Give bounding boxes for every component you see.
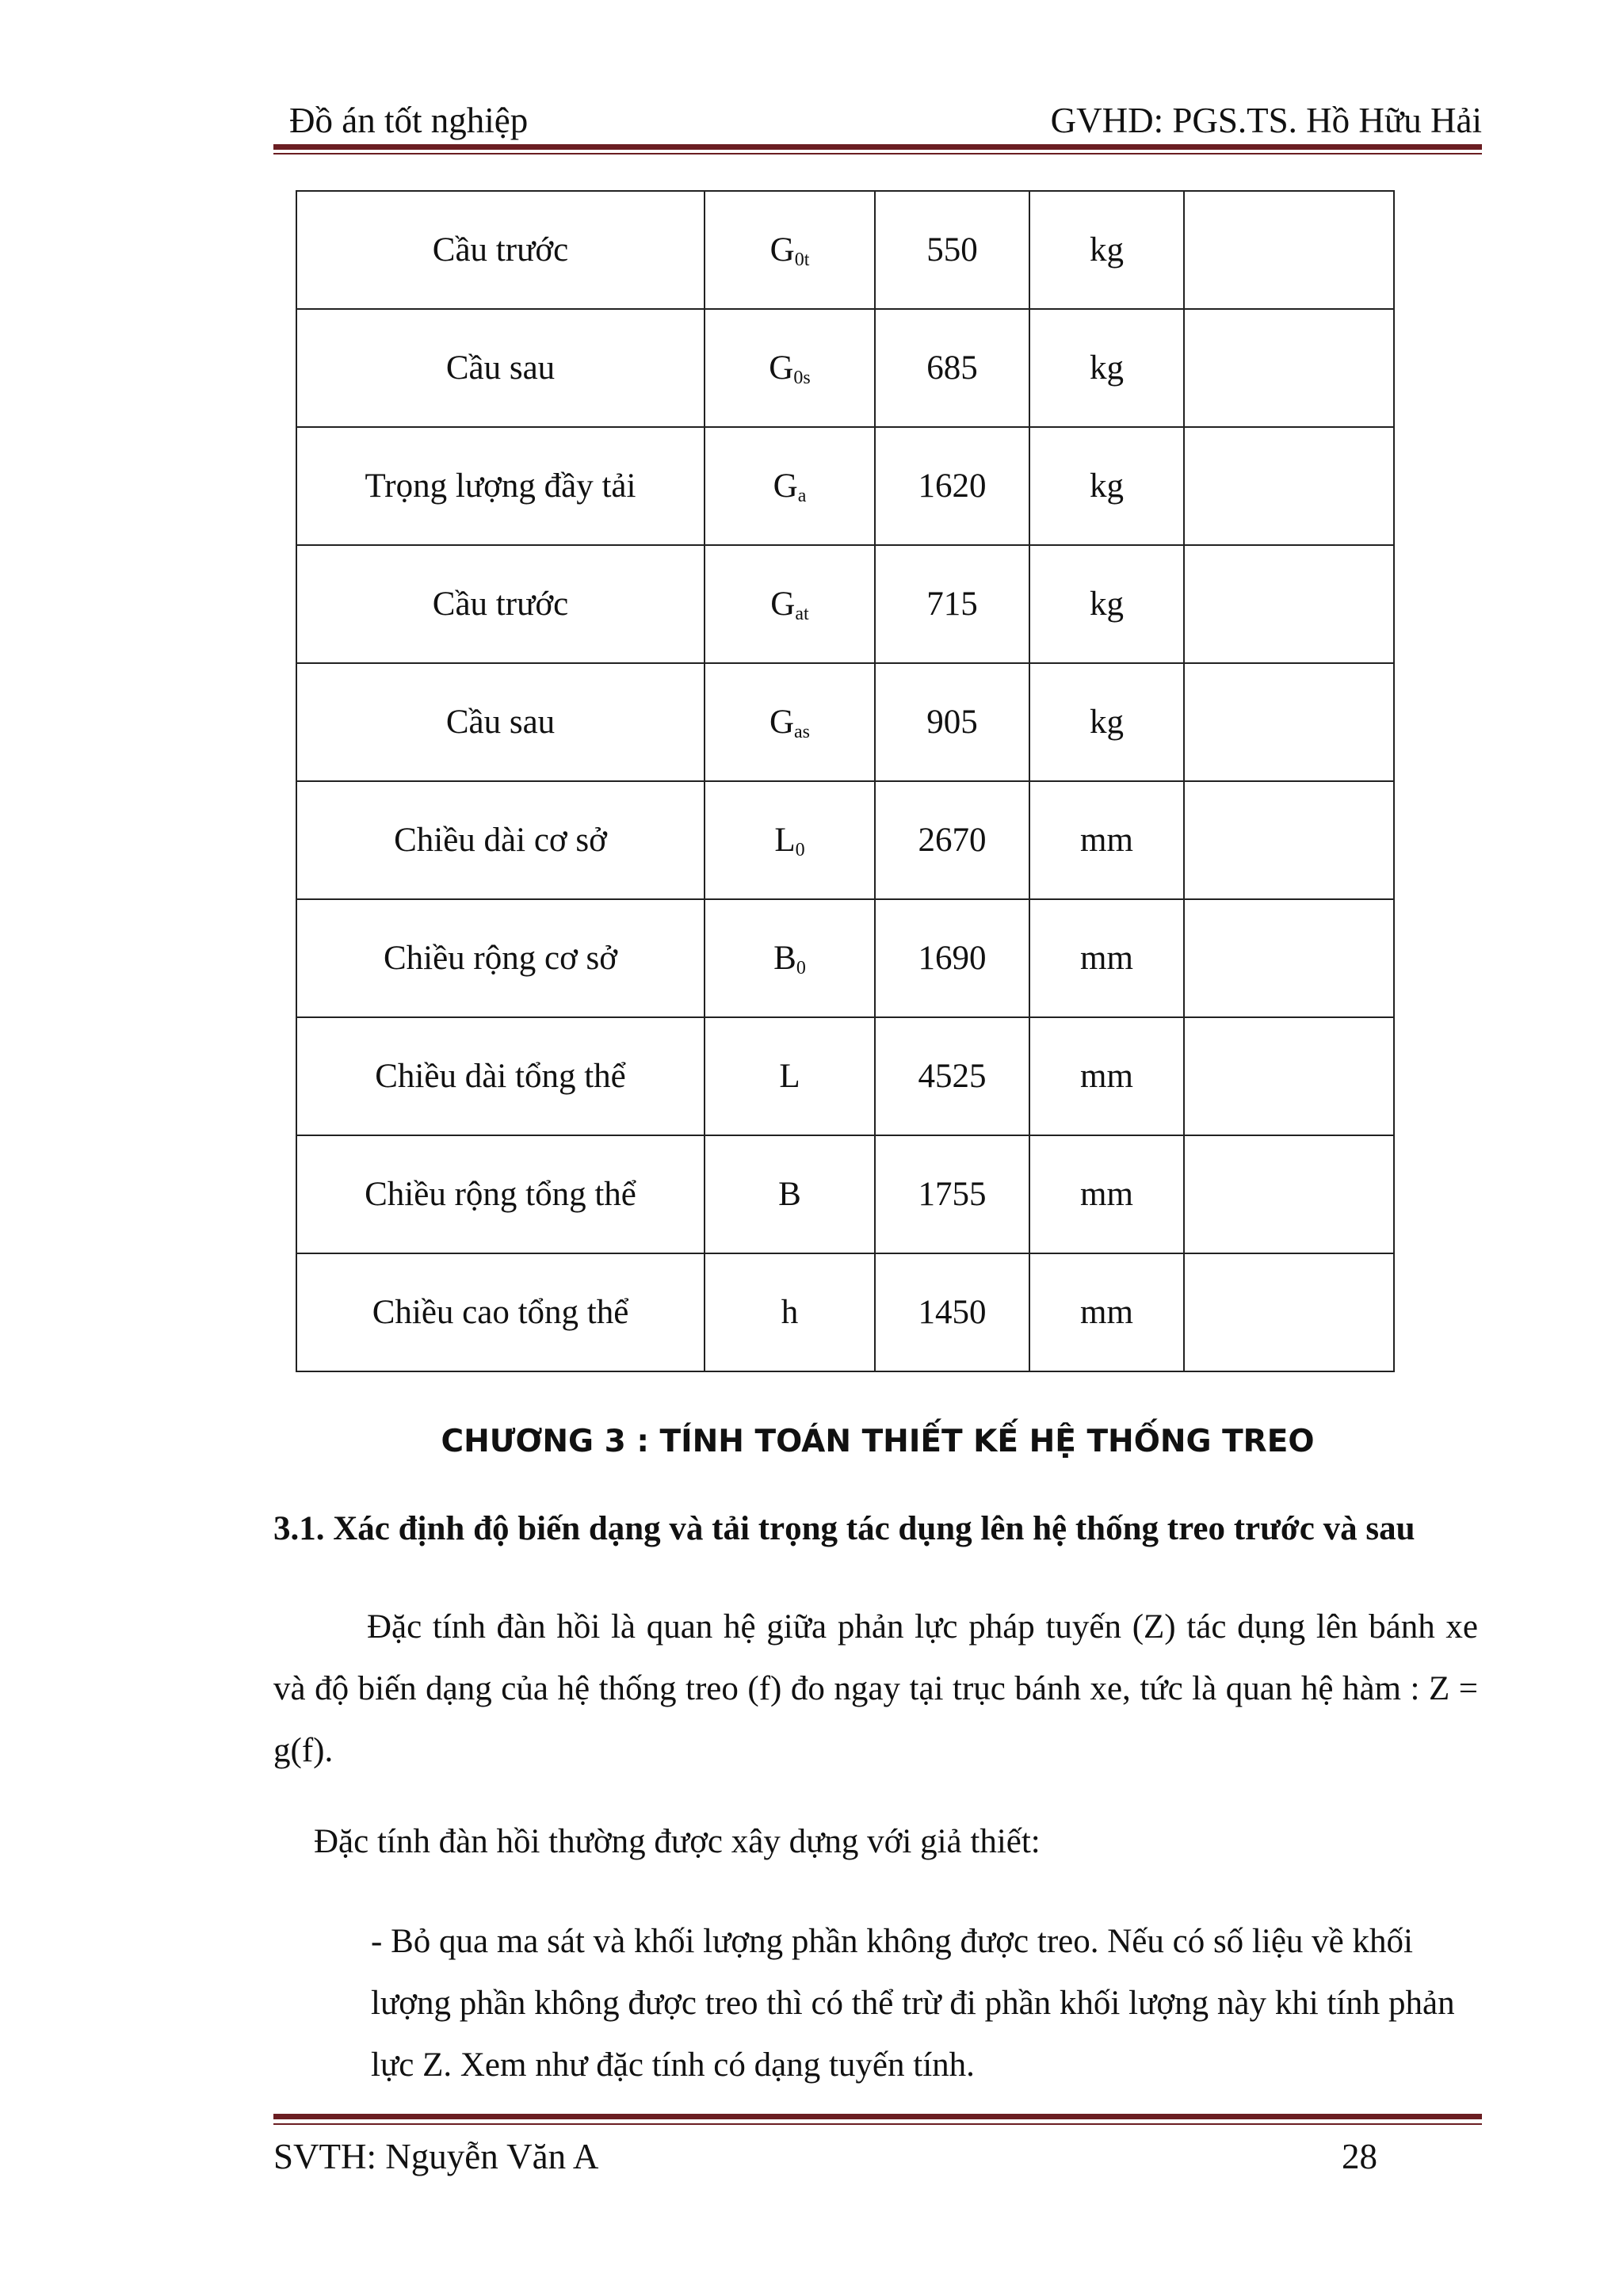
unit-cell: kg (1029, 309, 1184, 427)
symbol-letter: G (769, 231, 795, 269)
symbol-letter: B (778, 1175, 801, 1213)
unit-cell: mm (1029, 781, 1184, 899)
symbol-letter: h (781, 1293, 799, 1331)
page-footer (273, 2114, 1482, 2185)
param-name-cell: Chiều rộng cơ sở (296, 899, 705, 1017)
symbol-cell (705, 191, 875, 309)
value-cell: 685 (875, 309, 1029, 427)
symbol-cell (705, 781, 875, 899)
table-row (296, 191, 1394, 309)
symbol-letter: L (774, 821, 796, 859)
footer-rule-thin (273, 2123, 1482, 2125)
body-paragraph: Đặc tính đàn hồi là quan hệ giữa phản lực pháp tuyến (Z) tác dụng lên bánh xe và độ biến dạng của hệ thống treo (f) đo ngay tại trục bánh xe, tức là quan hệ hàm : Z = g(f). (273, 1608, 1478, 1769)
header-document-title: Đồ án tốt nghiệp (289, 101, 529, 140)
table-row (296, 781, 1394, 899)
header-advisor: GVHD: PGS.TS. Hồ Hữu Hải (1050, 101, 1482, 140)
assumption-intro: Đặc tính đàn hồi thường được xây dựng với giả thiết: (314, 1823, 1041, 1860)
param-name-cell: Cầu sau (296, 663, 705, 781)
table-row (296, 427, 1394, 545)
param-name-cell: Trọng lượng đầy tải (296, 427, 705, 545)
symbol-letter: B (773, 939, 796, 977)
symbol-subscript: a (797, 485, 807, 506)
symbol-letter: G (773, 467, 798, 505)
value-cell: 1450 (875, 1253, 1029, 1371)
value-cell: 1690 (875, 899, 1029, 1017)
symbol-subscript: 0s (793, 367, 811, 388)
header-rule-thick (273, 144, 1482, 150)
symbol-subscript: 0 (796, 957, 806, 978)
note-cell (1184, 1253, 1394, 1371)
symbol-cell (705, 899, 875, 1017)
value-cell: 4525 (875, 1017, 1029, 1135)
footer-rule-thick (273, 2114, 1482, 2119)
value-cell: 2670 (875, 781, 1029, 899)
table-row (296, 1135, 1394, 1253)
symbol-letter: G (769, 703, 795, 741)
symbol-cell (705, 427, 875, 545)
unit-cell: mm (1029, 1017, 1184, 1135)
table-row (296, 545, 1394, 663)
unit-cell: mm (1029, 1253, 1184, 1371)
symbol-cell (705, 663, 875, 781)
unit-cell: mm (1029, 1135, 1184, 1253)
symbol-cell (705, 545, 875, 663)
note-cell (1184, 427, 1394, 545)
symbol-subscript: 0 (795, 839, 805, 860)
note-cell (1184, 663, 1394, 781)
unit-cell: kg (1029, 427, 1184, 545)
unit-cell: kg (1029, 663, 1184, 781)
symbol-cell (705, 1253, 875, 1371)
symbol-cell (705, 1135, 875, 1253)
symbol-letter: G (770, 585, 796, 623)
page-header (273, 89, 1482, 144)
symbol-cell (705, 309, 875, 427)
table-row (296, 1253, 1394, 1371)
symbol-letter: G (769, 349, 794, 387)
value-cell: 905 (875, 663, 1029, 781)
value-cell: 715 (875, 545, 1029, 663)
param-name-cell: Chiều cao tổng thể (296, 1253, 705, 1371)
symbol-subscript: 0t (794, 249, 810, 270)
table-row (296, 309, 1394, 427)
symbol-subscript: as (794, 721, 811, 742)
value-cell: 1755 (875, 1135, 1029, 1253)
section-heading: 3.1. Xác định độ biến dạng và tải trọng tác dụng lên hệ thống treo trước và sau (273, 1510, 1415, 1547)
note-cell (1184, 899, 1394, 1017)
unit-cell: mm (1029, 899, 1184, 1017)
param-name-cell: Chiều dài cơ sở (296, 781, 705, 899)
note-cell (1184, 781, 1394, 899)
page-number: 28 (1342, 2137, 1377, 2176)
param-name-cell: Chiều rộng tổng thể (296, 1135, 705, 1253)
param-name-cell: Cầu sau (296, 309, 705, 427)
unit-cell: kg (1029, 545, 1184, 663)
symbol-letter: L (779, 1057, 800, 1095)
symbol-subscript: at (795, 603, 809, 624)
assumption-bullet: - Bỏ qua ma sát và khối lượng phần không được treo. Nếu có số liệu về khối lượng phần không được treo thì có thể trừ đi phần khối lượng này khi tính phản lực Z. Xem như đặc tính có dạng tuyến tính. (371, 1923, 1455, 2084)
symbol-cell (705, 1017, 875, 1135)
table-row (296, 1017, 1394, 1135)
note-cell (1184, 1135, 1394, 1253)
chapter-title: CHƯƠNG 3 : TÍNH TOÁN THIẾT KẾ HỆ THỐNG TREO (441, 1424, 1315, 1459)
value-cell: 550 (875, 191, 1029, 309)
header-rule-thin (273, 153, 1482, 154)
footer-student: SVTH: Nguyễn Văn A (273, 2137, 599, 2176)
note-cell (1184, 309, 1394, 427)
value-cell: 1620 (875, 427, 1029, 545)
param-name-cell: Cầu trước (296, 191, 705, 309)
table-row (296, 899, 1394, 1017)
note-cell (1184, 191, 1394, 309)
param-name-cell: Chiều dài tổng thể (296, 1017, 705, 1135)
unit-cell: kg (1029, 191, 1184, 309)
table-row (296, 663, 1394, 781)
param-name-cell: Cầu trước (296, 545, 705, 663)
note-cell (1184, 1017, 1394, 1135)
note-cell (1184, 545, 1394, 663)
spec-table-body (296, 191, 1394, 1371)
vehicle-spec-table (296, 190, 1395, 1372)
